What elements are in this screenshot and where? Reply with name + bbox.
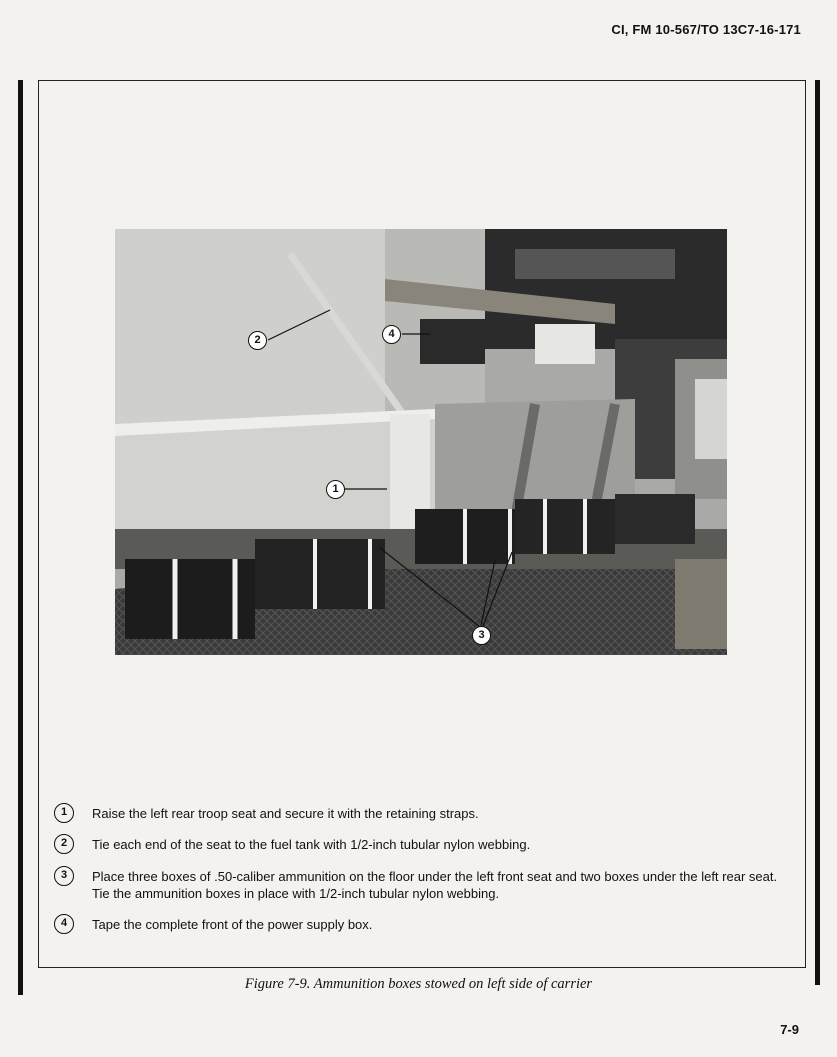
step-text: Place three boxes of .50-caliber ammunition on the floor under the left front seat and two boxes under the left rear seat. Tie the ammunition boxes in place with 1/2-inch tubular nylon webbing.	[92, 869, 778, 901]
right-margin-bar	[815, 80, 820, 985]
photo-illustration	[115, 229, 727, 655]
step-number: 2	[54, 834, 74, 854]
callout-4: 4	[382, 325, 401, 344]
figure-caption: Figure 7-9. Ammunition boxes stowed on left side of carrier	[244, 976, 593, 992]
figure-photo	[115, 229, 727, 655]
callout-2: 2	[248, 331, 267, 350]
callout-3: 3	[472, 626, 491, 645]
step-number: 4	[54, 914, 74, 934]
document-code: CI, FM 10-567/TO 13C7-16-171	[611, 22, 801, 37]
callout-1: 1	[326, 480, 345, 499]
page-number: 7-9	[780, 1022, 799, 1037]
step-text: Tape the complete front of the power supply box.	[92, 917, 373, 932]
left-margin-bar	[18, 80, 23, 995]
step-text: Tie each end of the seat to the fuel tank with 1/2-inch tubular nylon webbing.	[92, 837, 531, 852]
step-text: Raise the left rear troop seat and secure it with the retaining straps.	[92, 806, 479, 821]
step-number: 3	[54, 866, 74, 886]
step-number: 1	[54, 803, 74, 823]
